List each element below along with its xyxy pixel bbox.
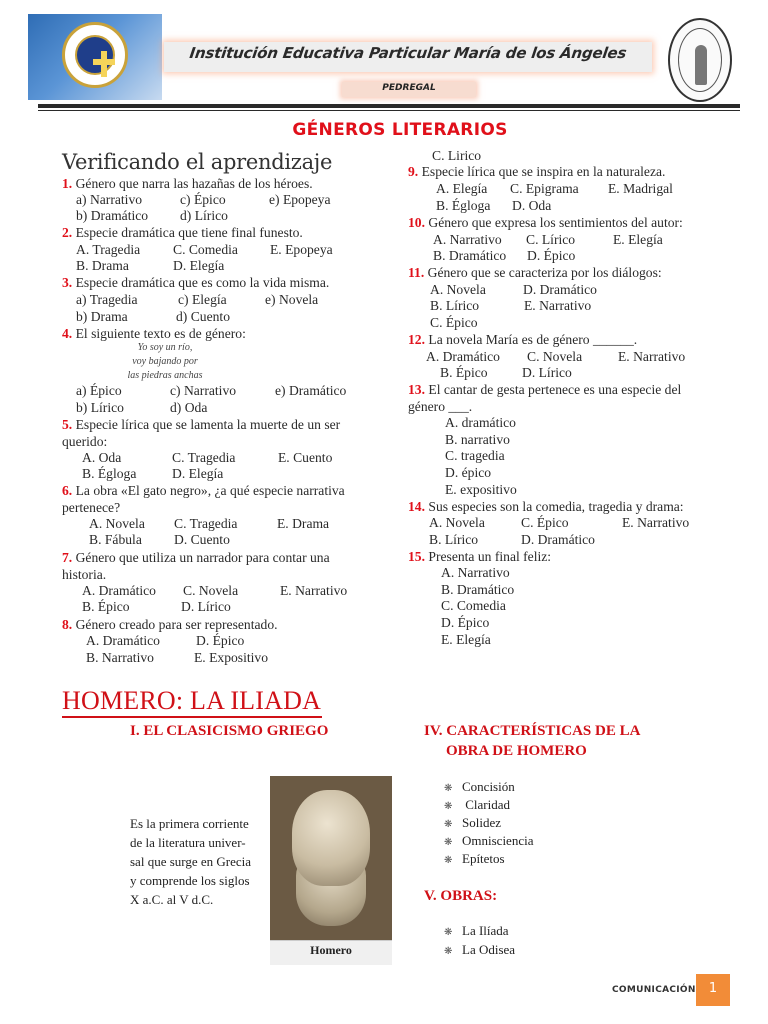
option: E. Expositivo: [194, 650, 269, 665]
option: C. Tragedia: [174, 516, 238, 531]
question-10: 10. Género que expresa los sentimientos del autor:: [408, 215, 683, 230]
school-crest-logo: [62, 22, 128, 88]
option: D. Elegía: [172, 466, 224, 481]
option: A. Narrativo: [433, 232, 502, 247]
option: B. Dramático: [433, 248, 507, 263]
section-characteristics-cont: OBRA DE HOMERO: [446, 743, 587, 759]
question-2: 2. Especie dramática que tiene final funesto.: [62, 225, 303, 240]
asterisk-icon: ❋: [444, 837, 453, 848]
option: e) Novela: [265, 292, 319, 307]
option: C. Épico: [521, 515, 569, 530]
homero-bust-image: [270, 776, 392, 940]
option: D. Épico: [196, 633, 245, 648]
poem-line: Yo soy un río,: [137, 342, 193, 353]
list-item: ❋ La Odisea: [444, 941, 515, 961]
list-item: ❋ Epítetos: [444, 850, 505, 870]
option: C. Novela: [183, 583, 239, 598]
option: E. Narrativo: [618, 349, 686, 364]
option: C. Épico: [430, 315, 478, 330]
option: A. Novela: [429, 515, 485, 530]
option: D. Épico: [527, 248, 576, 263]
list-item: ❋ Concisión: [444, 778, 515, 798]
option: A. Novela: [89, 516, 145, 531]
option: A. Elegía: [436, 181, 488, 196]
virgin-medal-logo: [668, 18, 732, 102]
question-14: 14. Sus especies son la comedia, tragedia y drama:: [408, 499, 684, 514]
footer-subject: COMUNICACIÓN: [612, 985, 696, 995]
option: D. Lírico: [181, 599, 231, 614]
image-caption: Homero: [310, 943, 352, 957]
option: D. Oda: [512, 198, 552, 213]
classicism-paragraph: Es la primera corriente de la literatura univer- sal que surge en Grecia y comprende los siglos X a.C. al V d.C.: [130, 816, 252, 907]
option: a) Narrativo: [76, 192, 143, 207]
option: B. Dramático: [441, 582, 515, 597]
asterisk-icon: ❋: [444, 855, 453, 866]
option: A. Dramático: [86, 633, 160, 648]
header-divider: [38, 104, 740, 108]
question-12: 12. La novela María es de género ______.: [408, 332, 638, 347]
option: D. Lírico: [522, 365, 572, 380]
option: C. Comedia: [441, 598, 506, 613]
question-7: 7. Género que utiliza un narrador para contar una: [62, 550, 330, 565]
option: c) Narrativo: [170, 383, 237, 398]
option: D. épico: [445, 465, 492, 480]
asterisk-icon: ❋: [444, 819, 453, 830]
option: A. Novela: [430, 282, 486, 297]
question-5-cont: querido:: [62, 434, 108, 449]
question-4: 4. El siguiente texto es de género:: [62, 326, 246, 341]
option: a) Épico: [76, 383, 122, 398]
question-8: 8. Género creado para ser representado.: [62, 617, 278, 632]
option: B. Égloga: [82, 466, 137, 481]
question-13: 13. El cantar de gesta pertenece es una especie del: [408, 382, 682, 397]
option: E. Epopeya: [270, 242, 333, 257]
option: E. Elegía: [613, 232, 663, 247]
option: E. Narrativo: [280, 583, 348, 598]
question-1: 1. Género que narra las hazañas de los héroes.: [62, 176, 313, 191]
option: C. Novela: [527, 349, 583, 364]
question-6: 6. La obra «El gato negro», ¿a qué especie narrativa: [62, 483, 345, 498]
option: D. Dramático: [521, 532, 595, 547]
option: B. narrativo: [445, 432, 510, 447]
poem-line: las piedras anchas: [127, 370, 203, 381]
option: b) Dramático: [76, 208, 149, 223]
option: C. Lírico: [526, 232, 576, 247]
question-7-cont: historia.: [62, 567, 107, 582]
option: E. Narrativo: [524, 298, 592, 313]
question-3: 3. Especie dramática que es como la vida misma.: [62, 275, 330, 290]
option: C. Comedia: [173, 242, 238, 257]
option: a) Tragedia: [76, 292, 138, 307]
asterisk-icon: ❋: [444, 783, 453, 794]
section-characteristics: IV. CARACTERÍSTICAS DE LA: [424, 723, 641, 739]
option: B. Égloga: [436, 198, 491, 213]
option: A. dramático: [445, 415, 516, 430]
option: A. Tragedia: [76, 242, 141, 257]
option: B. Narrativo: [86, 650, 154, 665]
question-11: 11. Género que se caracteriza por los diálogos:: [408, 265, 662, 280]
option: d) Oda: [170, 400, 208, 415]
poem-line: voy bajando por: [132, 356, 198, 367]
question-6-cont: pertenece?: [62, 500, 121, 515]
option: D. Dramático: [523, 282, 597, 297]
question-5: 5. Especie lírica que se lamenta la muerte de un ser: [62, 417, 341, 432]
option: B. Drama: [76, 258, 129, 273]
option: C. Lirico: [432, 148, 482, 163]
option: d) Lírico: [180, 208, 228, 223]
option: B. Épico: [440, 365, 488, 380]
option: B. Fábula: [89, 532, 142, 547]
option: E. Madrigal: [608, 181, 673, 196]
question-15: 15. Presenta un final feliz:: [408, 549, 552, 564]
option: C. tragedia: [445, 448, 505, 463]
option: E. expositivo: [445, 482, 517, 497]
list-item: ❋ Claridad: [444, 796, 510, 816]
list-item: ❋ Omnisciencia: [444, 832, 533, 852]
option: A. Dramático: [426, 349, 500, 364]
page-title: GÉNEROS LITERARIOS: [292, 120, 508, 140]
option: E. Elegía: [441, 632, 491, 647]
institution-location: PEDREGAL: [382, 83, 436, 93]
option: E. Cuento: [278, 450, 333, 465]
option: A. Oda: [82, 450, 122, 465]
option: B. Lírico: [430, 298, 480, 313]
asterisk-icon: ❋: [444, 927, 453, 938]
option: c) Elegía: [178, 292, 227, 307]
option: D. Cuento: [174, 532, 230, 547]
option: A. Narrativo: [441, 565, 510, 580]
question-9: 9. Especie lírica que se inspira en la naturaleza.: [408, 164, 666, 179]
option: B. Épico: [82, 599, 130, 614]
section-heading: Verificando el aprendizaje: [62, 150, 333, 174]
option: C. Tragedia: [172, 450, 236, 465]
section-works: V. OBRAS:: [424, 888, 498, 904]
option: D. Épico: [441, 615, 490, 630]
option: D. Elegía: [173, 258, 225, 273]
option: C. Epigrama: [510, 181, 579, 196]
list-item: ❋ Solidez: [444, 814, 501, 834]
asterisk-icon: ❋: [444, 801, 453, 812]
option: E. Narrativo: [622, 515, 690, 530]
option: b) Drama: [76, 309, 128, 324]
option: A. Dramático: [82, 583, 156, 598]
section-classicism: I. EL CLASICISMO GRIEGO: [130, 723, 329, 739]
option: e) Dramático: [275, 383, 347, 398]
option: d) Cuento: [176, 309, 230, 324]
option: b) Lírico: [76, 400, 124, 415]
institution-name: Institución Educativa Particular María de los Ángeles: [188, 44, 628, 62]
question-13-cont: género ___.: [408, 399, 473, 414]
option: c) Épico: [180, 192, 226, 207]
page-number: 1: [708, 981, 718, 996]
option: e) Epopeya: [269, 192, 331, 207]
asterisk-icon: ❋: [444, 946, 453, 957]
list-item: ❋ La Ilíada: [444, 922, 509, 942]
option: B. Lírico: [429, 532, 479, 547]
homero-title: HOMERO: LA ILIADA: [62, 686, 322, 715]
option: E. Drama: [277, 516, 330, 531]
